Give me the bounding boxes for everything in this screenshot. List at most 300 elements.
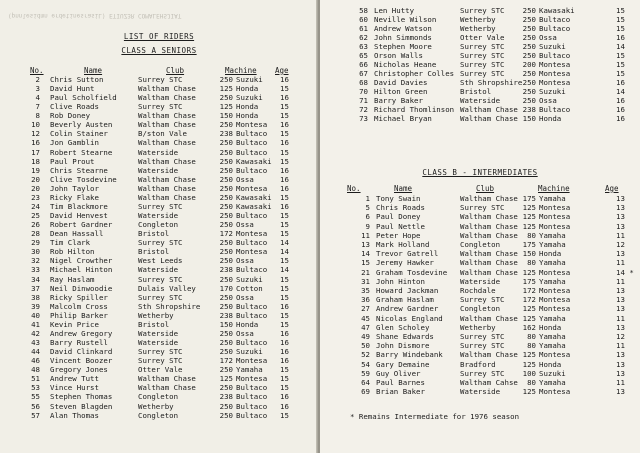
rider-club: Surrey STC xyxy=(460,332,505,341)
rider-age: 11 xyxy=(616,258,625,268)
rider-name: John Dismore xyxy=(376,341,430,351)
rider-age: 13 xyxy=(616,322,625,332)
rider-club: Waltham Chase xyxy=(460,212,518,222)
rider-number: 68 xyxy=(359,78,368,87)
rider-name: Paul Barnes xyxy=(376,378,425,387)
rider-age: 16 xyxy=(280,338,289,348)
rider-name: Tim Clark xyxy=(50,238,91,248)
machine-make: Bultaco xyxy=(236,138,268,148)
rider-name: Gary Demaine xyxy=(376,359,430,369)
machine-cc: 172 xyxy=(522,295,536,305)
rider-number: 52 xyxy=(361,350,370,360)
rider-age: 15 xyxy=(280,319,289,329)
table-row xyxy=(0,220,318,229)
rider-number: 62 xyxy=(359,33,368,42)
rider-club: Surrey STC xyxy=(138,238,183,248)
rider-club: Waltham Chase xyxy=(460,105,518,114)
machine-make: Ossa xyxy=(236,328,254,338)
rider-age: 15 xyxy=(280,156,289,166)
rider-number: 59 xyxy=(361,368,370,378)
machine-cc: 125 xyxy=(219,374,233,384)
rider-number: 7 xyxy=(35,102,40,112)
machine-make: Montesa xyxy=(539,286,571,295)
table-row xyxy=(0,302,318,311)
rider-age: 13 xyxy=(616,295,625,305)
rider-club: Surrey STC xyxy=(138,75,183,84)
rider-club: Surrey STC xyxy=(460,69,505,78)
machine-make: Bultaco xyxy=(236,211,268,221)
rider-club: Waltham Chase xyxy=(138,183,196,193)
machine-make: Yamaha xyxy=(236,365,263,375)
rider-age: 16 xyxy=(280,356,289,366)
rider-name: Chris Sutton xyxy=(50,75,104,84)
rider-age: 16 xyxy=(280,301,289,311)
rider-age: 14 xyxy=(280,265,289,275)
machine-cc: 250 xyxy=(219,174,233,184)
machine-cc: 100 xyxy=(522,368,536,378)
rider-club: Surrey STC xyxy=(460,368,505,378)
table-row xyxy=(320,323,640,332)
rider-number: 11 xyxy=(361,230,370,240)
rider-name: Nicholas Heane xyxy=(374,60,437,69)
table-row xyxy=(320,304,640,313)
table-row xyxy=(0,129,318,138)
table-row xyxy=(0,120,318,129)
rider-club: Surrey STC xyxy=(460,6,505,15)
rider-name: Mark Holland xyxy=(376,240,430,249)
rider-club: Wetherby xyxy=(460,24,496,33)
rider-name: Richard Thomlinson xyxy=(374,105,455,114)
rider-number: 45 xyxy=(361,313,370,323)
machine-cc: 250 xyxy=(522,42,536,51)
machine-cc: 250 xyxy=(522,15,536,24)
table-row xyxy=(320,203,640,212)
machine-cc: 250 xyxy=(219,156,233,166)
machine-cc: 125 xyxy=(522,221,536,231)
table-row xyxy=(320,15,640,24)
rider-name: Andrew Watson xyxy=(374,24,432,33)
table-row xyxy=(0,202,318,211)
table-row xyxy=(0,75,318,84)
machine-cc: 250 xyxy=(522,96,536,105)
rider-age: 14 xyxy=(280,238,289,248)
rider-number: 55 xyxy=(31,392,40,402)
machine-cc: 125 xyxy=(522,304,536,314)
rider-name: Ray Haslam xyxy=(50,274,95,284)
rider-number: 63 xyxy=(359,42,368,51)
machine-cc: 125 xyxy=(219,102,233,112)
machine-make: Montesa xyxy=(539,78,571,87)
header-club: Club xyxy=(166,66,185,75)
rider-number: 5 xyxy=(365,203,370,213)
rider-club: Bristol xyxy=(138,229,170,239)
rider-age: 15 xyxy=(280,129,289,139)
machine-cc: 250 xyxy=(219,365,233,375)
table-row xyxy=(320,314,640,323)
machine-cc: 175 xyxy=(522,240,536,249)
rider-number: 28 xyxy=(31,229,40,239)
rider-age: 15 xyxy=(616,15,625,24)
rider-club: Congleton xyxy=(138,410,179,420)
header-no: No. xyxy=(30,66,44,75)
rider-club: Surrey STC xyxy=(460,42,505,51)
right-page xyxy=(320,0,640,453)
rider-club: Congleton xyxy=(138,220,179,230)
table-row xyxy=(0,311,318,320)
rider-age: 16 xyxy=(280,93,289,103)
rider-name: Robert Gardner xyxy=(50,220,113,230)
rider-age: 15 xyxy=(280,365,289,375)
rider-name: Christopher Colles xyxy=(374,69,455,78)
machine-make: Bultaco xyxy=(539,24,571,33)
rider-number: 69 xyxy=(361,387,370,397)
rider-name: Peter Hope xyxy=(376,230,421,240)
rider-age: 15 xyxy=(280,192,289,202)
rider-age: 16 xyxy=(280,174,289,184)
rider-club: Waltham Chase xyxy=(138,374,196,384)
rider-number: 10 xyxy=(31,120,40,130)
machine-make: Montesa xyxy=(539,387,571,397)
rider-age: 13 xyxy=(616,212,625,222)
header-name: Name xyxy=(394,184,413,193)
rider-club: Waltham Chase xyxy=(138,111,196,121)
machine-make: Suzuki xyxy=(236,347,263,357)
rider-number: 15 xyxy=(361,258,370,268)
machine-cc: 250 xyxy=(219,383,233,393)
table-row xyxy=(0,111,318,120)
rider-age: 13 xyxy=(616,359,625,369)
table-row xyxy=(320,42,640,51)
machine-make: Kawasaki xyxy=(539,6,575,15)
rider-age: 16 xyxy=(280,138,289,148)
table-row xyxy=(320,277,640,286)
machine-make: Yamaha xyxy=(539,378,566,387)
rider-name: David Clinkard xyxy=(50,347,113,357)
rider-club: Surrey STC xyxy=(460,295,505,305)
rider-number: 14 xyxy=(361,249,370,259)
rider-age: 16 xyxy=(280,347,289,357)
rider-age: 15 xyxy=(280,256,289,266)
rider-name: Nicolas England xyxy=(376,313,443,323)
rider-age: 15 xyxy=(280,229,289,239)
table-row xyxy=(320,286,640,295)
machine-make: Ossa xyxy=(539,33,557,42)
machine-make: Ossa xyxy=(236,256,254,266)
machine-make: Montesa xyxy=(539,203,571,213)
rider-number: 23 xyxy=(31,192,40,202)
rider-club: Waterside xyxy=(138,265,179,275)
rider-club: Waltham Chase xyxy=(460,249,518,259)
machine-cc: 150 xyxy=(219,111,233,121)
machine-cc: 125 xyxy=(522,350,536,360)
rider-age: 15 xyxy=(616,24,625,33)
rider-age: 15 xyxy=(280,274,289,284)
header-no: No. xyxy=(347,184,361,193)
machine-cc: 172 xyxy=(219,356,233,366)
rider-name: John Hinton xyxy=(376,276,425,286)
rider-number: 58 xyxy=(359,6,368,15)
rider-age: 15 xyxy=(280,410,289,420)
rider-number: 65 xyxy=(359,51,368,60)
table-row xyxy=(0,284,318,293)
table-row xyxy=(0,138,318,147)
table-row xyxy=(0,383,318,392)
rider-age: 14 xyxy=(616,42,625,51)
rider-number: 56 xyxy=(31,401,40,411)
machine-cc: 150 xyxy=(522,249,536,259)
rider-name: Len Hutty xyxy=(374,6,415,15)
machine-cc: 238 xyxy=(219,129,233,139)
rider-number: 13 xyxy=(361,240,370,249)
rider-number: 67 xyxy=(359,69,368,78)
rider-number: 33 xyxy=(31,265,40,275)
rider-number: 43 xyxy=(31,338,40,348)
header-machine: Machine xyxy=(225,66,257,75)
rider-number: 19 xyxy=(31,165,40,175)
rider-name: Michael Bryan xyxy=(374,114,432,123)
machine-cc: 125 xyxy=(522,359,536,369)
rider-club: Congleton xyxy=(138,392,179,402)
rider-number: 17 xyxy=(31,147,40,157)
rider-name: Kevin Price xyxy=(50,319,99,329)
rider-club: Waltham Chase xyxy=(138,156,196,166)
machine-make: Suzuki xyxy=(539,368,566,378)
machine-make: Suzuki xyxy=(539,42,566,51)
machine-cc: 250 xyxy=(219,192,233,202)
table-row xyxy=(0,338,318,347)
machine-cc: 162 xyxy=(522,322,536,332)
machine-make: Kawasaki xyxy=(236,156,272,166)
table-row xyxy=(320,268,640,277)
rider-age: 11 xyxy=(616,313,625,323)
rider-age: 16 xyxy=(280,392,289,402)
rider-age: 16 xyxy=(280,120,289,130)
rider-number: 20 xyxy=(31,174,40,184)
rider-club: Surrey STC xyxy=(138,102,183,112)
machine-make: Honda xyxy=(539,359,562,369)
machine-make: Bultaco xyxy=(236,301,268,311)
rider-name: Malcolm Cross xyxy=(50,301,108,311)
machine-make: Honda xyxy=(236,319,259,329)
rider-age: 16 xyxy=(616,114,625,123)
machine-cc: 250 xyxy=(219,165,233,175)
rider-age: 15 xyxy=(280,292,289,302)
table-row xyxy=(320,78,640,87)
table-row xyxy=(320,240,640,249)
rider-club: Waterside xyxy=(460,96,501,105)
rider-age: 15 xyxy=(616,60,625,69)
table-row xyxy=(0,374,318,383)
rider-name: Trevor Gatrell xyxy=(376,249,439,259)
machine-cc: 250 xyxy=(522,87,536,96)
machine-make: Montesa xyxy=(236,356,268,366)
table-row xyxy=(320,378,640,387)
table-row xyxy=(0,157,318,166)
machine-cc: 172 xyxy=(522,286,536,295)
rider-name: Jeremy Hawker xyxy=(376,258,434,268)
rider-club: Sth Shropshire xyxy=(138,301,201,311)
rider-club: Congleton xyxy=(460,304,501,314)
rider-number: 2 xyxy=(35,75,40,84)
rider-number: 12 xyxy=(31,129,40,139)
machine-make: Montesa xyxy=(236,120,268,130)
machine-make: Ossa xyxy=(236,220,254,230)
machine-cc: 175 xyxy=(522,194,536,203)
rider-name: Neil Dinwoodie xyxy=(50,283,113,293)
machine-cc: 238 xyxy=(219,392,233,402)
rider-number: 66 xyxy=(359,60,368,69)
rider-number: 64 xyxy=(361,378,370,387)
rider-number: 73 xyxy=(359,114,368,123)
list-title: LIST OF RIDERS xyxy=(123,32,195,41)
machine-make: Montesa xyxy=(539,212,571,222)
rider-age: 11 xyxy=(616,341,625,351)
rider-name: John Taylor xyxy=(50,183,99,193)
rider-name: Graham Haslam xyxy=(376,295,434,305)
rider-age: 16 xyxy=(616,105,625,114)
machine-make: Bultaco xyxy=(236,147,268,157)
machine-cc: 238 xyxy=(219,265,233,275)
rider-number: 38 xyxy=(31,292,40,302)
rider-age: 13 xyxy=(616,368,625,378)
rider-age: 15 xyxy=(280,84,289,94)
rider-number: 21 xyxy=(361,267,370,277)
rider-club: Waltham Chase xyxy=(460,258,518,268)
rider-name: Neville Wilson xyxy=(374,15,437,24)
rider-number: 6 xyxy=(365,212,370,222)
rider-club: Waltham Chase xyxy=(460,230,518,240)
machine-cc: 250 xyxy=(219,292,233,302)
rider-name: Ricky Flake xyxy=(50,192,99,202)
machine-cc: 125 xyxy=(522,313,536,323)
machine-make: Yamaha xyxy=(539,240,566,249)
machine-make: Montesa xyxy=(236,374,268,384)
rider-number: 60 xyxy=(359,15,368,24)
table-row xyxy=(0,265,318,274)
table-row xyxy=(0,347,318,356)
rider-name: Paul Scholfield xyxy=(50,93,117,103)
rider-number: 47 xyxy=(361,322,370,332)
rider-number: 57 xyxy=(31,410,40,420)
rider-age: 15 xyxy=(280,310,289,320)
rider-age: 11 xyxy=(616,230,625,240)
rider-number: 70 xyxy=(359,87,368,96)
machine-cc: 80 xyxy=(527,341,536,351)
rider-age: 11 xyxy=(616,378,625,387)
rider-number: 27 xyxy=(361,304,370,314)
machine-cc: 250 xyxy=(219,220,233,230)
rider-number: 44 xyxy=(31,347,40,357)
rider-age: 15 xyxy=(280,147,289,157)
table-row xyxy=(320,387,640,396)
rider-club: Surrey STC xyxy=(138,356,183,366)
machine-make: Honda xyxy=(539,322,562,332)
machine-cc: 238 xyxy=(219,310,233,320)
rider-club: Bristol xyxy=(138,247,170,257)
rider-age: 15 xyxy=(616,51,625,60)
rider-name: Colin Stainer xyxy=(50,129,108,139)
table-row xyxy=(0,93,318,102)
rider-age: 16 xyxy=(616,33,625,42)
machine-make: Ossa xyxy=(539,96,557,105)
rider-number: 24 xyxy=(31,201,40,211)
rider-age: 13 xyxy=(616,350,625,360)
machine-make: Yamaha xyxy=(539,258,566,268)
rider-club: Waltham Chase xyxy=(460,350,518,360)
machine-cc: 125 xyxy=(522,387,536,397)
footnote: * Remains Intermediate for 1976 season xyxy=(350,412,520,421)
rider-number: 9 xyxy=(365,221,370,231)
table-row xyxy=(320,212,640,221)
machine-make: Ossa xyxy=(236,174,254,184)
rider-number: 50 xyxy=(361,341,370,351)
table-row xyxy=(0,329,318,338)
rider-name: Stephen Thomas xyxy=(50,392,113,402)
machine-cc: 250 xyxy=(219,328,233,338)
machine-cc: 250 xyxy=(219,247,233,257)
rider-name: Barry Baker xyxy=(374,96,423,105)
machine-make: Montesa xyxy=(539,267,571,277)
table-row xyxy=(320,350,640,359)
rider-club: Surrey STC xyxy=(138,201,183,211)
table-row xyxy=(320,51,640,60)
rider-club: Surrey STC xyxy=(138,274,183,284)
table-row xyxy=(0,275,318,284)
table-row xyxy=(0,365,318,374)
rider-club: Waterside xyxy=(138,211,179,221)
rider-age: 15 xyxy=(280,374,289,384)
machine-make: Kawasaki xyxy=(236,192,272,202)
machine-cc: 250 xyxy=(219,138,233,148)
rider-name: Robert Stearne xyxy=(50,147,113,157)
table-row xyxy=(0,175,318,184)
machine-make: Bultaco xyxy=(236,383,268,393)
machine-make: Yamaha xyxy=(539,194,566,203)
rider-club: Surrey STC xyxy=(460,341,505,351)
rider-age: 15 xyxy=(616,69,625,78)
machine-make: Montesa xyxy=(539,295,571,305)
machine-cc: 150 xyxy=(522,114,536,123)
rider-age: 15 xyxy=(280,102,289,112)
rider-club: Wetherby xyxy=(460,15,496,24)
table-row xyxy=(0,392,318,401)
machine-make: Honda xyxy=(236,111,259,121)
rider-number: 46 xyxy=(31,356,40,366)
machine-cc: 125 xyxy=(522,203,536,213)
machine-make: Bultaco xyxy=(236,401,268,411)
rider-name: Stephen Moore xyxy=(374,42,432,51)
rider-club: Waltham Chase xyxy=(138,120,196,130)
rider-club: Surrey STC xyxy=(138,292,183,302)
rider-name: Michael Hinton xyxy=(50,265,113,275)
rider-name: Guy Oliver xyxy=(376,368,421,378)
machine-make: Montesa xyxy=(236,247,268,257)
rider-name: Paul Nettle xyxy=(376,221,425,231)
rider-age: 16 xyxy=(616,78,625,87)
rider-club: Waterside xyxy=(138,328,179,338)
machine-make: Bultaco xyxy=(236,265,268,275)
machine-make: Bultaco xyxy=(236,392,268,402)
rider-age: 16 xyxy=(280,75,289,84)
machine-make: Bultaco xyxy=(539,15,571,24)
rider-club: Bradford xyxy=(460,359,496,369)
machine-cc: 250 xyxy=(522,6,536,15)
rider-name: Hilton Green xyxy=(374,87,428,96)
machine-make: Bultaco xyxy=(236,310,268,320)
rider-number: 39 xyxy=(31,301,40,311)
rider-name: Rob Doney xyxy=(50,111,91,121)
machine-cc: 250 xyxy=(522,69,536,78)
